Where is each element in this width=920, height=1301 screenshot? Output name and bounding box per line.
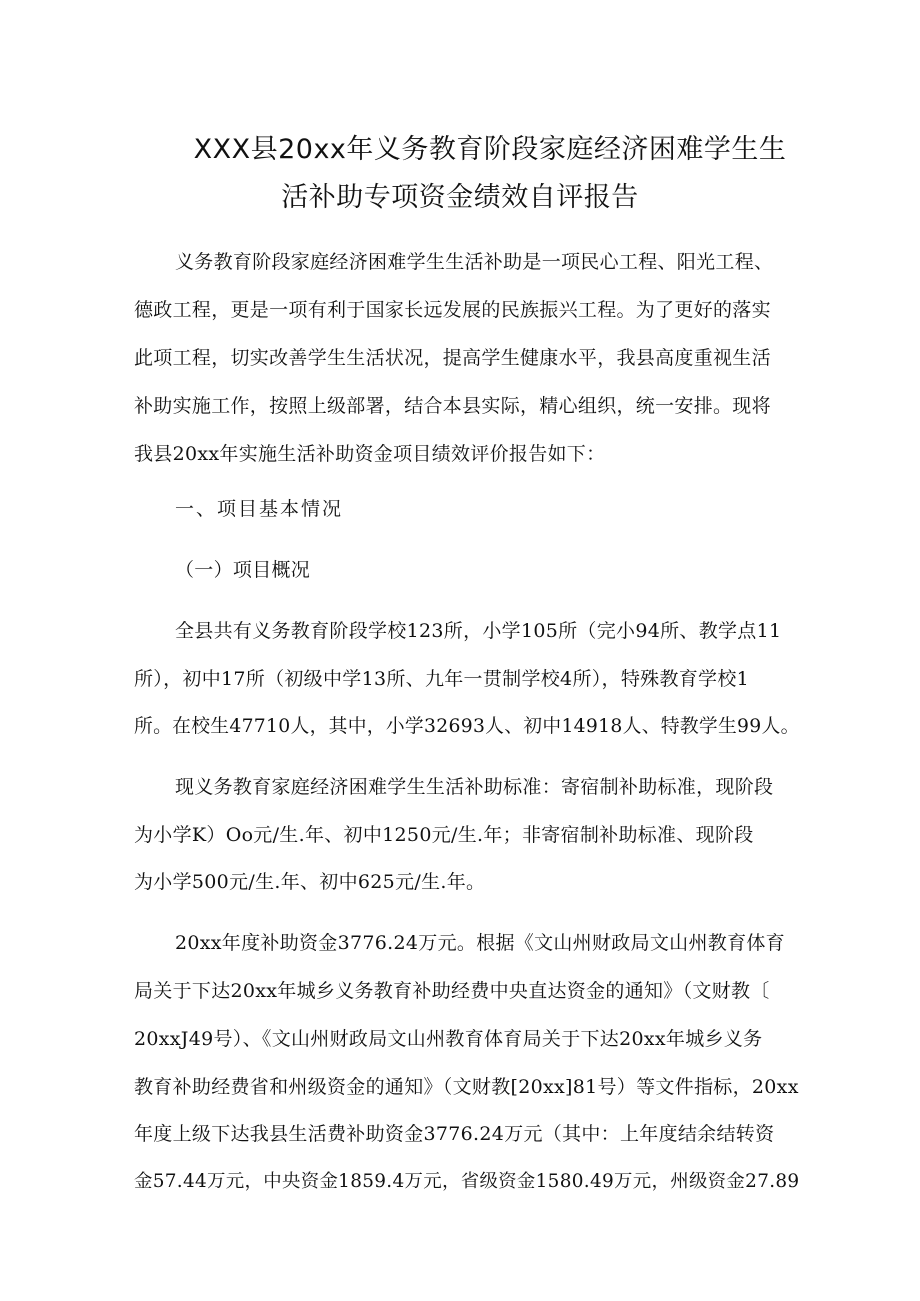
- paragraph-line: 20xx年度补助资金3776.24万元。根据《文山州财政局文山州教育体育: [175, 932, 785, 954]
- paragraph-line: 为小学K）Oo元/生.年、初中1250元/生.年；非寄宿制补助标准、现阶段: [134, 824, 754, 846]
- paragraph-line: 此项工程，切实改善学生生活状况，提高学生健康水平，我县高度重视生活: [134, 347, 771, 369]
- paragraph-line: 所。在校生47710人，其中，小学32693人、初中14918人、特教学生99人。: [134, 716, 800, 737]
- paragraph-line: 局关于下达20xx年城乡义务教育补助经费中央直达资金的通知》（文财教〔: [134, 980, 770, 1002]
- paragraph-line: 20xxJ49号）、《文山州财政局文山州教育体育局关于下达20xx年城乡义务: [134, 1028, 763, 1050]
- paragraph-line: 金57.44万元，中央资金1859.4万元，省级资金1580.49万元，州级资金27.89: [134, 1171, 800, 1192]
- subsection-heading: （一）项目概况: [175, 559, 311, 581]
- paragraph-line: 现义务教育家庭经济困难学生生活补助标准：寄宿制补助标准，现阶段: [175, 776, 774, 798]
- paragraph-line: 全县共有义务教育阶段学校123所，小学105所（完小94所、教学点11: [175, 620, 782, 642]
- report-title-line-1: XXX县20xx年义务教育阶段家庭经济困难学生生: [193, 134, 787, 165]
- paragraph-line: 所），初中17所（初级中学13所、九年一贯制学校4所），特殊教育学校1: [134, 668, 750, 690]
- paragraph-line: 我县20xx年实施生活补助资金项目绩效评价报告如下：: [134, 443, 606, 465]
- report-title-line-2: 活补助专项资金绩效自评报告: [281, 182, 639, 213]
- paragraph-line: 义务教育阶段家庭经济困难学生生活补助是一项民心工程、阳光工程、: [175, 251, 774, 273]
- paragraph-line: 教育补助经费省和州级资金的通知》（文财教[20xx]81号）等文件指标，20xx: [134, 1076, 799, 1098]
- paragraph-line: 补助实施工作，按照上级部署，结合本县实际，精心组织，统一安排。现将: [134, 395, 771, 417]
- section-heading: 一、项目基本情况: [175, 498, 344, 520]
- paragraph-line: 年度上级下达我县生活费补助资金3776.24万元（其中：上年度结余结转资: [134, 1123, 775, 1145]
- paragraph-line: 为小学500元/生.年、初中625元/生.年。: [134, 871, 486, 893]
- paragraph-line: 德政工程，更是一项有利于国家长远发展的民族振兴工程。为了更好的落实: [134, 299, 771, 321]
